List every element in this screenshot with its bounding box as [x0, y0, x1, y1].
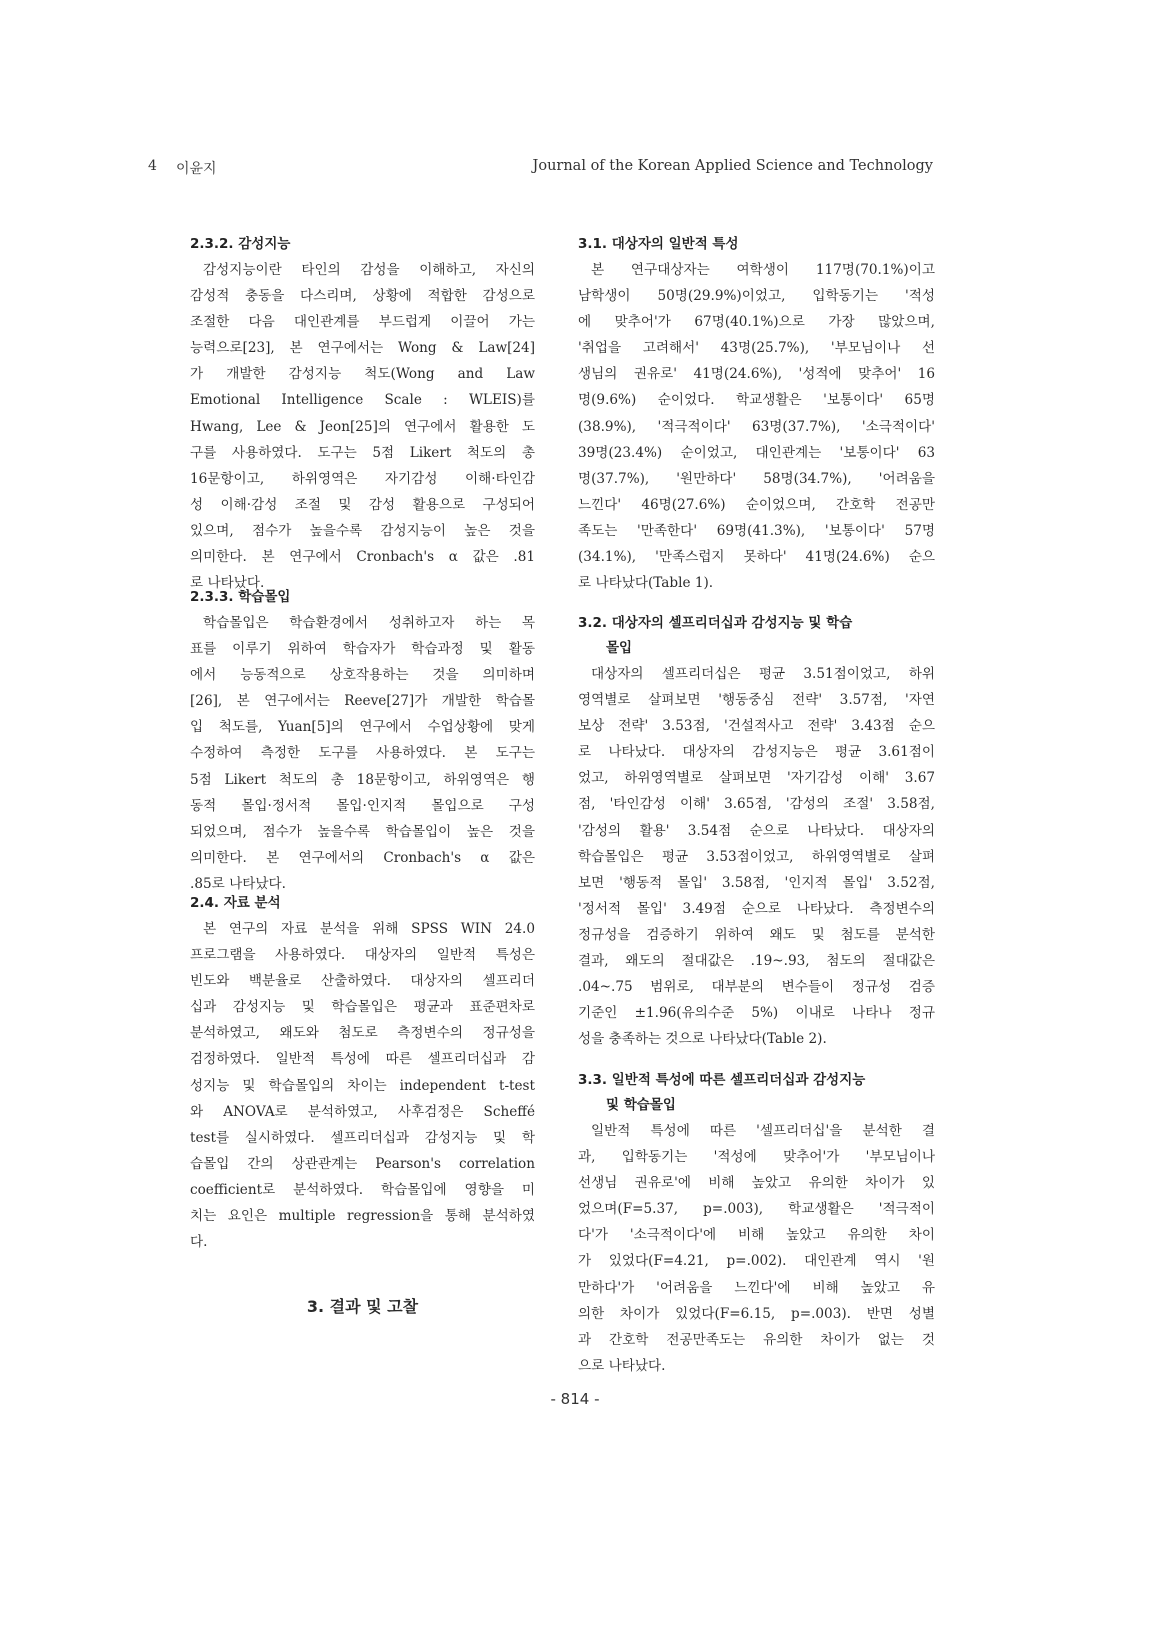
- paragraph-line: 동적 몰입·정서적 몰입·인지적 몰입으로 구성: [190, 797, 535, 814]
- section-heading: 3.2. 대상자의 셀프리더십과 감성지능 및 학습: [578, 615, 853, 631]
- paragraph-line: 족도는 '만족한다' 69명(41.3%), '보통이다' 57명: [578, 522, 935, 539]
- paragraph-line: (34.1%), '만족스럽지 못하다' 41명(24.6%) 순으: [578, 549, 935, 566]
- paragraph-line: 성지능 및 학습몰입의 차이는 independent t-test: [190, 1077, 535, 1094]
- paragraph-line: 되었으며, 점수가 높을수록 학습몰입이 높은 것을: [190, 823, 535, 840]
- paragraph-line: 있으며, 점수가 높을수록 감성지능이 높은 것을: [190, 522, 535, 539]
- paragraph-line: (38.9%), '적극적이다' 63명(37.7%), '소극적이다': [578, 418, 935, 435]
- paragraph-line: 입 척도를, Yuan[5]의 연구에서 수업상황에 맞게: [190, 719, 535, 736]
- paragraph-line: 기준인 ±1.96(유의수준 5%) 이내로 나타나 정규: [578, 1005, 935, 1022]
- paragraph-line: 검정하였다. 일반적 특성에 따른 셀프리더십과 감: [190, 1051, 535, 1068]
- paragraph-line: 결과, 왜도의 절대값은 .19~.93, 첨도의 절대값은: [578, 953, 935, 970]
- section-heading: 및 학습몰입: [606, 1097, 676, 1113]
- paragraph-line: 보면 '행동적 몰입' 3.58점, '인지적 몰입' 3.52점,: [578, 874, 935, 891]
- paragraph-line: 과, 입학동기는 '적성에 맞추어'가 '부모님이나: [578, 1149, 935, 1166]
- paragraph-line: '취업을 고려해서' 43명(25.7%), '부모님이나 선: [578, 340, 935, 357]
- paragraph-line: 보상 전략' 3.53점, '건설적사고 전략' 3.43점 순으: [578, 718, 935, 735]
- paragraph-line: 로 나타났다. 대상자의 감성지능은 평균 3.61점이: [578, 744, 935, 761]
- paragraph-line: 감성적 충동을 다스리며, 상황에 적합한 감성으로: [190, 288, 535, 305]
- paragraph-line: 와 ANOVA로 분석하였고, 사후검정은 Scheffé: [190, 1103, 535, 1120]
- section: [578, 1068, 935, 1379]
- paragraph-line: 성을 충족하는 것으로 나타났다(Table 2).: [578, 1031, 827, 1048]
- running-header-journal: Journal of the Korean Applied Science and Technology: [532, 158, 933, 174]
- page-number: - 814 -: [550, 1390, 600, 1408]
- paragraph-line: [26], 본 연구에서는 Reeve[27]가 개발한 학습몰: [190, 693, 535, 710]
- paragraph-line: Hwang, Lee & Jeon[25]의 연구에서 활용한 도: [190, 418, 535, 435]
- paragraph-line: .04~.75 범위로, 대부분의 변수들이 정규성 검증: [578, 979, 935, 996]
- paragraph-line: 생님의 권유로' 41명(24.6%), '성적에 맞추어' 16: [578, 366, 935, 383]
- paragraph-line: 남학생이 50명(29.9%)이었고, 입학동기는 '적성: [578, 288, 935, 305]
- paragraph-line: 의미한다. 본 연구에서 Cronbach's α 값은 .81: [190, 549, 535, 566]
- paragraph-line: 었고, 하위영역별로 살펴보면 '자기감성 이해' 3.67: [578, 770, 935, 787]
- section-heading: 몰입: [606, 640, 633, 656]
- paragraph-line: 점, '타인감성 이해' 3.65점, '감성의 조절' 3.58점,: [578, 796, 935, 813]
- paragraph-line: 5점 Likert 척도의 총 18문항이고, 하위영역은 행: [190, 771, 535, 788]
- paragraph-line: 명(37.7%), '원만하다' 58명(34.7%), '어려움을: [578, 470, 935, 487]
- paragraph-line: 일반적 특성에 따른 '셀프리더십'을 분석한 결: [591, 1123, 935, 1139]
- paragraph-line: .85로 나타났다.: [190, 875, 286, 892]
- paragraph-line: Emotional Intelligence Scale : WLEIS)를: [190, 392, 535, 409]
- paragraph-line: 구를 사용하였다. 도구는 5점 Likert 척도의 총: [190, 444, 535, 461]
- chapter-heading: 3. 결과 및 고찰: [306, 1297, 419, 1316]
- section-heading: 3.3. 일반적 특성에 따른 셀프리더십과 감성지능: [578, 1072, 866, 1088]
- paragraph-line: 학습몰입은 평균 3.53점이었고, 하위영역별로 살펴: [578, 848, 935, 865]
- paragraph-line: 표를 이루기 위하여 학습자가 학습과정 및 활동: [190, 641, 535, 658]
- section: [190, 891, 535, 1255]
- paragraph-line: 감성지능이란 타인의 감성을 이해하고, 자신의: [203, 262, 535, 278]
- paragraph-line: 느낀다' 46명(27.6%) 순이었으며, 간호학 전공만: [578, 496, 935, 513]
- paragraph-line: 었으며(F=5.37, p=.003), 학교생활은 '적극적이: [578, 1201, 935, 1218]
- running-header-author: 이윤지: [176, 161, 217, 177]
- paragraph-line: 습몰입 간의 상관관계는 Pearson's correlation: [190, 1155, 535, 1172]
- paragraph-line: 치는 요인은 multiple regression을 통해 분석하였: [190, 1208, 535, 1225]
- running-header-page: 4: [148, 158, 157, 174]
- paragraph-line: 으로 나타났다.: [578, 1357, 666, 1374]
- paragraph-line: 본 연구대상자는 여학생이 117명(70.1%)이고: [591, 262, 935, 278]
- paragraph-line: coefficient로 분석하였다. 학습몰입에 영향을 미: [190, 1181, 535, 1198]
- paragraph-line: 의한 차이가 있었다(F=6.15, p=.003). 반면 성별: [578, 1305, 935, 1322]
- paragraph-line: 정규성을 검증하기 위하여 왜도 및 첨도를 분석한: [578, 926, 935, 943]
- paragraph-line: 로 나타났다(Table 1).: [578, 575, 714, 592]
- paragraph-line: 가 개발한 감성지능 척도(Wong and Law: [190, 366, 535, 383]
- paragraph-line: 본 연구의 자료 분석을 위해 SPSS WIN 24.0: [203, 921, 535, 937]
- paragraph-line: 성 이해·감성 조절 및 감성 활용으로 구성되어: [190, 496, 535, 513]
- paragraph-line: 로 나타났다.: [190, 575, 265, 592]
- paragraph-line: 만하다'가 '어려움을 느낀다'에 비해 높았고 유: [578, 1279, 935, 1296]
- paragraph-line: 에서 능동적으로 상호작용하는 것을 의미하며: [190, 667, 535, 684]
- paragraph-line: '정서적 몰입' 3.49점 순으로 나타났다. 측정변수의: [578, 900, 935, 917]
- section-heading: 2.4. 자료 분석: [190, 895, 281, 911]
- paragraph-line: 능력으로[23], 본 연구에서는 Wong & Law[24]: [190, 340, 535, 357]
- paragraph-line: 프로그램을 사용하였다. 대상자의 일반적 특성은: [190, 947, 535, 964]
- section: [190, 232, 535, 596]
- paragraph-line: 십과 감성지능 및 학습몰입은 평균과 표준편차로: [190, 999, 535, 1016]
- section-heading: 2.3.3. 학습몰입: [190, 589, 291, 605]
- paragraph-line: 에 맞추어'가 67명(40.1%)으로 가장 많았으며,: [578, 314, 935, 331]
- section-heading: 3.1. 대상자의 일반적 특성: [578, 236, 739, 252]
- paragraph-line: 과 간호학 전공만족도는 유의한 차이가 없는 것: [578, 1331, 935, 1348]
- paragraph-line: 다.: [190, 1234, 208, 1251]
- paragraph-line: test를 실시하였다. 셀프리더십과 감성지능 및 학: [190, 1129, 535, 1146]
- paragraph-line: 수정하여 측정한 도구를 사용하였다. 본 도구는: [190, 745, 535, 762]
- paragraph-line: 대상자의 셀프리더십은 평균 3.51점이었고, 하위: [591, 666, 935, 682]
- left-column: [190, 0, 535, 1300]
- paragraph-line: 조절한 다음 대인관계를 부드럽게 이끌어 가는: [190, 314, 535, 331]
- paragraph-line: 다'가 '소극적이다'에 비해 높았고 유의한 차이: [578, 1227, 935, 1244]
- section-heading: 2.3.2. 감성지능: [190, 236, 291, 252]
- paragraph-line: 가 있었다(F=4.21, p=.002). 대인관계 역시 '원: [578, 1253, 935, 1270]
- paragraph-line: '감성의 활용' 3.54점 순으로 나타났다. 대상자의: [578, 822, 935, 839]
- paragraph-line: 선생님 권유로'에 비해 높았고 유의한 차이가 있: [578, 1175, 935, 1192]
- paragraph-line: 의미한다. 본 연구에서의 Cronbach's α 값은: [190, 849, 535, 866]
- section: [190, 585, 535, 897]
- paragraph-line: 39명(23.4%) 순이었고, 대인관계는 '보통이다' 63: [578, 444, 935, 461]
- paragraph-line: 빈도와 백분율로 산출하였다. 대상자의 셀프리더: [190, 973, 535, 990]
- paragraph-line: 학습몰입은 학습환경에서 성취하고자 하는 목: [203, 615, 535, 631]
- paragraph-line: 영역별로 살펴보면 '행동중심 전략' 3.57점, '자연: [578, 692, 935, 709]
- section: [578, 232, 935, 596]
- section: [578, 611, 935, 1052]
- right-column: [578, 0, 935, 1400]
- paragraph-line: 명(9.6%) 순이었다. 학교생활은 '보통이다' 65명: [578, 392, 935, 409]
- paragraph-line: 분석하였고, 왜도와 첨도로 측정변수의 정규성을: [190, 1025, 535, 1042]
- paragraph-line: 16문항이고, 하위영역은 자기감성 이해·타인감: [190, 470, 535, 487]
